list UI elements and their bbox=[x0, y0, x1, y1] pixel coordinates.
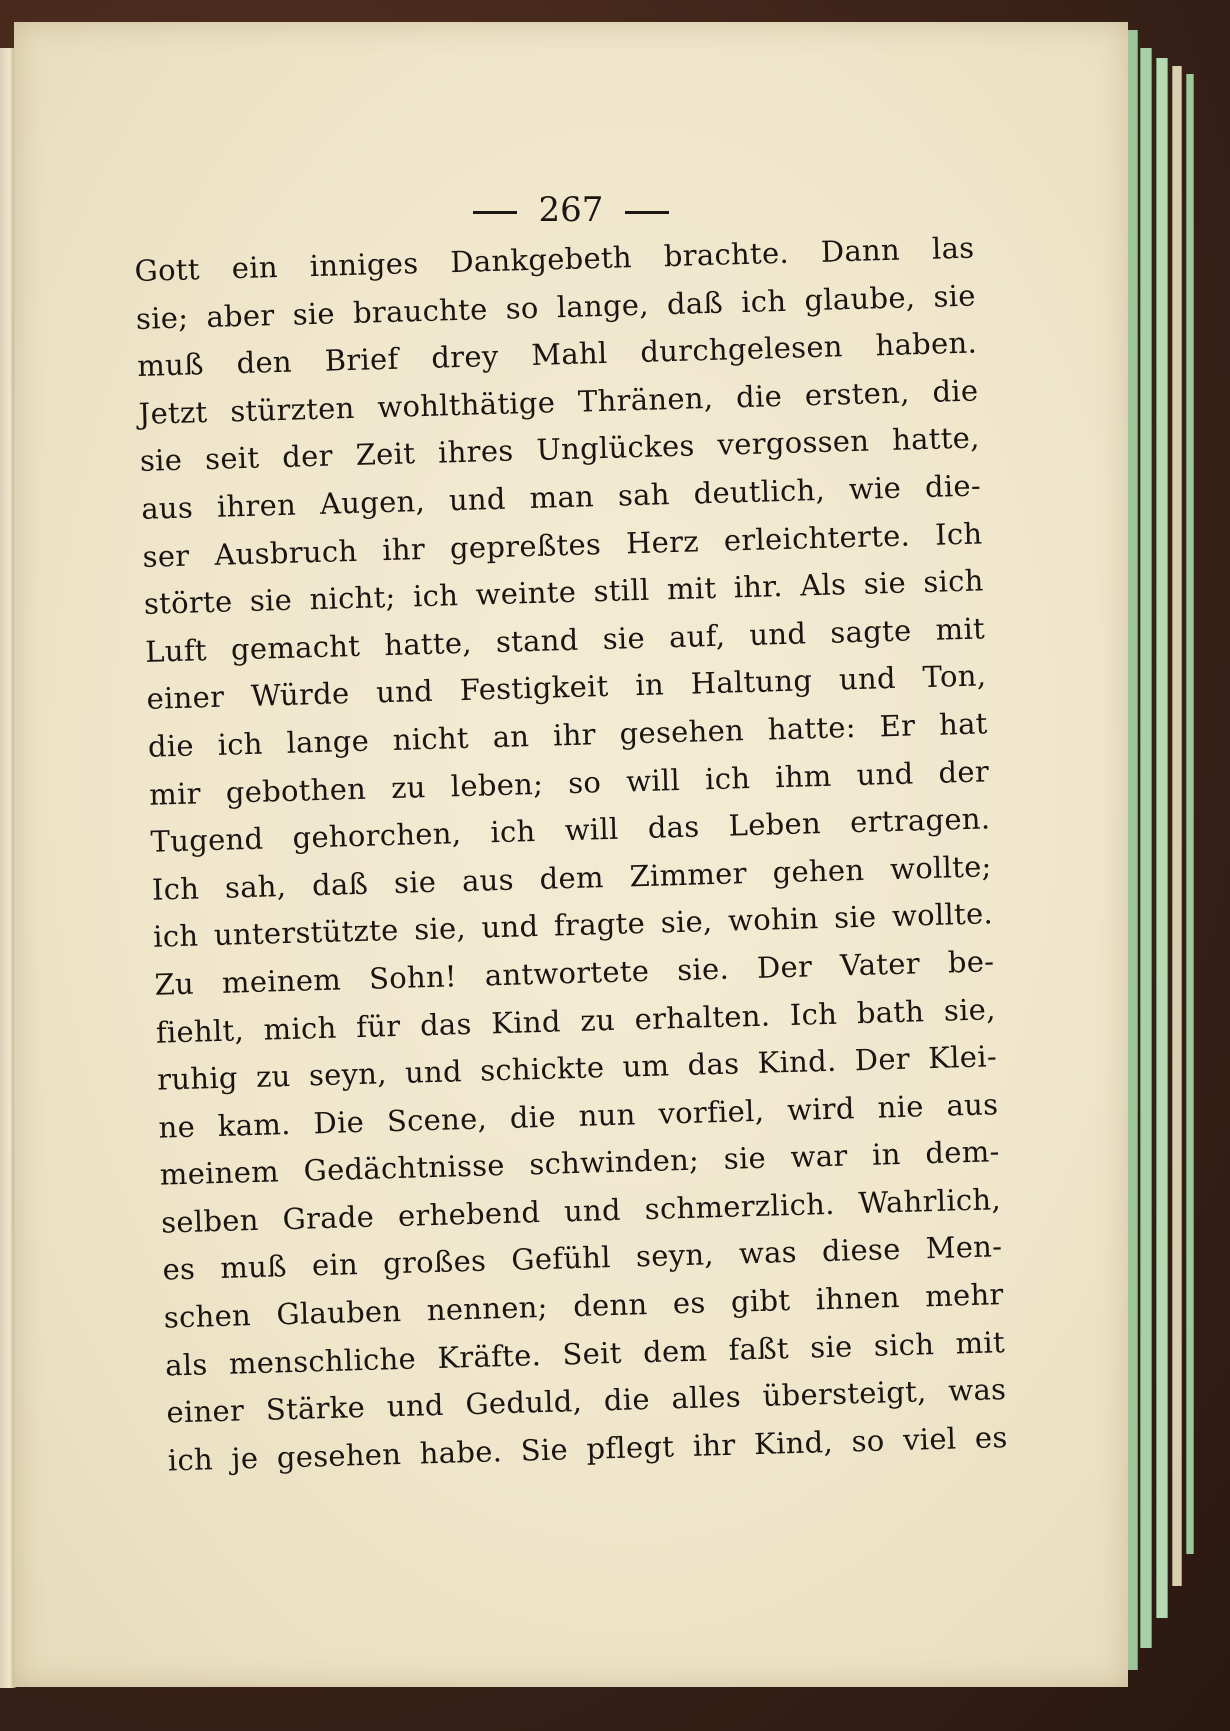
text-line: ruhig zu seyn, und schickte um das Kind. Der Klei- bbox=[156, 1039, 998, 1097]
text-line: es muß ein großes Gefühl seyn, was diese Men- bbox=[162, 1229, 1003, 1288]
text-line: mir gebothen zu leben; so will ich ihm und der bbox=[148, 753, 990, 812]
text-line: schen Glauben nennen; denn es gibt ihnen mehr bbox=[163, 1277, 1005, 1335]
text-line: muß den Brief drey Mahl durchgelesen haben. bbox=[136, 325, 978, 384]
book-page bbox=[14, 22, 1128, 1687]
text-line: Ich sah, daß sie aus dem Zimmer gehen wollte; bbox=[151, 849, 993, 907]
text-line: sie seit der Zeit ihres Unglückes vergossen hatte, bbox=[139, 420, 981, 479]
text-line: sie; aber sie brauchte so lange, daß ich glaube, sie bbox=[135, 278, 977, 336]
page-edge bbox=[1186, 74, 1194, 1554]
text-line: ich unterstützte sie, und fragte sie, wohin sie wollte. bbox=[152, 896, 994, 955]
text-line: einer Würde und Festigkeit in Haltung und Ton, bbox=[146, 658, 987, 717]
text-line: die ich lange nicht an ihr gesehen hatte: Er hat bbox=[147, 706, 989, 764]
text-line: Jetzt stürzten wohlthätige Thränen, die ersten, die bbox=[138, 373, 979, 431]
right-dash bbox=[625, 211, 669, 214]
text-line: Luft gemacht hatte, stand sie auf, und sagte mit bbox=[144, 611, 986, 669]
text-line: Gott ein inniges Dankgebeth brachte. Dann las bbox=[134, 230, 975, 288]
page-edge bbox=[1140, 48, 1152, 1648]
text-line: störte sie nicht; ich weinte still mit ihr. Als sie sich bbox=[143, 563, 985, 622]
text-line: ser Ausbruch ihr gepreßtes Herz erleichterte. Ich bbox=[142, 515, 983, 574]
page-edge bbox=[1172, 66, 1182, 1586]
text-line: ne kam. Die Scene, die nun vorfiel, wird nie aus bbox=[158, 1086, 999, 1145]
text-line: fiehlt, mich für das Kind zu erhalten. Ich bath sie, bbox=[155, 991, 997, 1050]
text-line: ich je gesehen habe. Sie pflegt ihr Kind, so viel es bbox=[167, 1419, 1009, 1478]
text-line: aus ihren Augen, und man sah deutlich, wie die- bbox=[140, 468, 982, 526]
text-line: Zu meinem Sohn! antwortete sie. Der Vater be- bbox=[154, 944, 995, 1002]
page-edge bbox=[1156, 58, 1168, 1618]
text-line: meinem Gedächtnisse schwinden; sie war in dem- bbox=[159, 1134, 1001, 1192]
text-line: selben Grade erhebend und schmerzlich. Wahrlich, bbox=[160, 1182, 1002, 1240]
page-number: 267 bbox=[538, 190, 604, 230]
text-line: als menschliche Kräfte. Seit dem faßt sie sich mit bbox=[164, 1324, 1006, 1383]
body-text bbox=[134, 225, 1008, 1485]
text-line: Tugend gehorchen, ich will das Leben ertragen. bbox=[150, 801, 991, 859]
text-line: einer Stärke und Geduld, die alles übersteigt, was bbox=[166, 1372, 1007, 1430]
left-dash bbox=[473, 211, 517, 214]
